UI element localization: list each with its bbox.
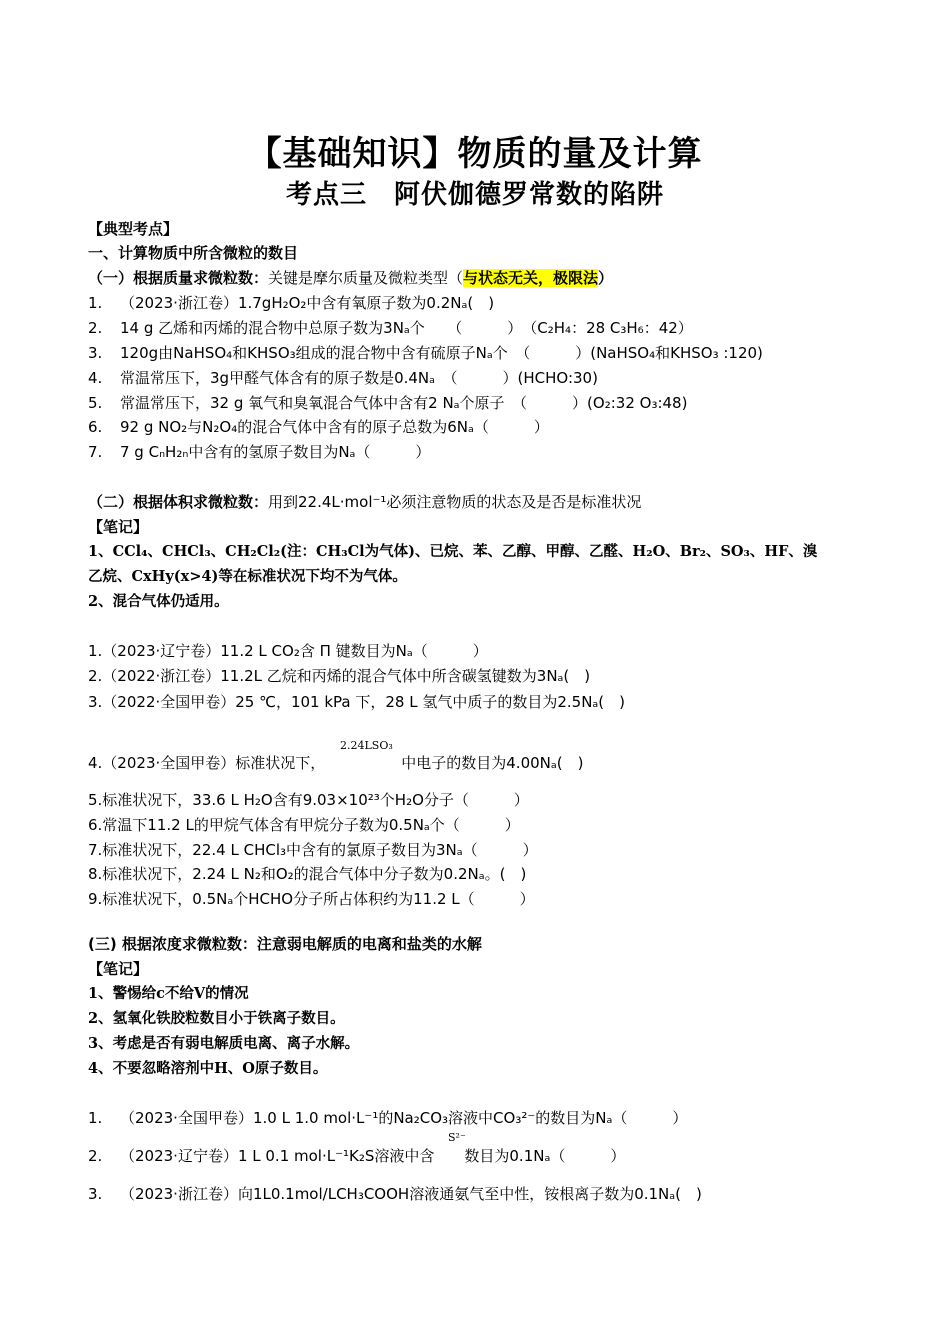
- sub1-heading-bold: （一）根据质量求微粒数：: [88, 269, 269, 287]
- item-text: 92 g NO₂与N₂O₄的混合气体中含有的原子总数为6Nₐ（ ）: [120, 418, 549, 436]
- item-text: 4.（2023·全国甲卷）标准状况下，: [88, 754, 326, 772]
- item-number: 2.: [88, 319, 103, 337]
- item-text: （2023·浙江卷）1.7gH₂O₂中含有氧原子数为0.2Nₐ( ): [120, 294, 495, 312]
- item-number: 2.: [88, 1147, 103, 1165]
- sub2-note: 乙烷、CxHy(x>4)等在标准状况下均不为气体。: [88, 568, 407, 585]
- item-text: （2023·浙江卷）向1L0.1mol/LCH₃COOH溶液通氨气至中性，铵根离子数为0.1Nₐ( ): [120, 1185, 702, 1203]
- sub2-item: 8.标准状况下，2.24 L N₂和O₂的混合气体中分子数为0.2Nₐ。( ): [88, 865, 527, 883]
- sub2-item: 7.标准状况下，22.4 L CHCl₃中含有的氯原子数目为3Nₐ（ ）: [88, 841, 538, 859]
- sub2-item: 5.标准状况下，33.6 L H₂O含有9.03×10²³个H₂O分子（ ）: [88, 791, 529, 809]
- page-subtitle: 考点三 阿伏伽德罗常数的陷阱: [285, 180, 664, 210]
- page-title: 【基础知识】物质的量及计算: [247, 134, 703, 174]
- sub1-item: [88, 343, 763, 363]
- sub2-heading-bold: （二）根据体积求微粒数：: [88, 493, 269, 511]
- item-text: 14 g 乙烯和丙烯的混合物中总原子数为3Nₐ个 （ ） （C₂H₄：28 C₃H₆：42）: [120, 319, 693, 337]
- so3-formula: 2.24LSO₃: [340, 739, 393, 752]
- sub2-item: 2.（2022·浙江卷）11.2L 乙烷和丙烯的混合气体中所含碳氢键数为3Nₐ( ): [88, 667, 591, 685]
- sub1-item: [88, 293, 494, 313]
- item-text: 常温常压下，3g甲醛气体含有的原子数是0.4Nₐ （ ）(HCHO:30): [120, 369, 598, 387]
- sub1-item: [88, 417, 549, 437]
- item-number: 3.: [88, 1185, 103, 1203]
- sub3-note: 1、警惕给c不给V的情况: [88, 985, 249, 1002]
- sub2-note-label: 【笔记】: [88, 518, 149, 536]
- sub1-item: [88, 318, 693, 338]
- sub2-heading: [88, 492, 641, 512]
- item-number: 5.: [88, 394, 103, 412]
- sub3-item: [88, 1146, 625, 1166]
- sub2-note: 2、混合气体仍适用。: [88, 593, 229, 610]
- sub3-note: 4、不要忽略溶剂中H、O原子数目。: [88, 1060, 328, 1077]
- section1-heading: 一、计算物质中所含微粒的数目: [88, 244, 299, 262]
- sub1-heading: [88, 268, 613, 288]
- sub2-item: 3.（2022·全国甲卷）25 ℃，101 kPa 下，28 L 氢气中质子的数目为2.5Nₐ( ): [88, 693, 626, 711]
- item-text: （2023·全国甲卷）1.0 L 1.0 mol·L⁻¹的Na₂CO₃溶液中CO₃²⁻的数目为Nₐ（ ）: [120, 1109, 688, 1127]
- sub1-item: [88, 442, 430, 462]
- item-number: 1.: [88, 294, 103, 312]
- item-number: 7.: [88, 443, 103, 461]
- sub2-heading-rest: 用到22.4L·mol⁻¹必须注意物质的状态及是否是标准状况: [268, 493, 642, 511]
- item-text: 中电子的数目为4.00Nₐ( ): [401, 754, 584, 772]
- sub1-heading-rest: 关键是摩尔质量及微粒类型（: [268, 269, 464, 287]
- item-number: 3.: [88, 344, 103, 362]
- item-text: 常温常压下，32 g 氧气和臭氧混合气体中含有2 Nₐ个原子 （ ）(O₂:32 O₃:48): [120, 394, 688, 412]
- sub1-item: [88, 393, 687, 413]
- sub1-item: [88, 368, 598, 388]
- sulfide-ion: S²⁻: [448, 1131, 466, 1144]
- item-text: 7 g CₙH₂ₙ中含有的氢原子数目为Nₐ（ ）: [120, 443, 431, 461]
- sub2-item: 1.（2023·辽宁卷）11.2 L CO₂含 Π 键数目为Nₐ（ ）: [88, 642, 488, 660]
- sub3-item: [88, 1108, 687, 1128]
- item-text: 120g由NaHSO₄和KHSO₃组成的混合物中含有硫原子Nₐ个 （ ）(NaHSO₄和KHSO₃ :120): [120, 344, 763, 362]
- sub3-note-label: 【笔记】: [88, 960, 149, 978]
- typical-label: 【典型考点】: [88, 220, 179, 238]
- sub3-note: 2、氢氧化铁胶粒数目小于铁离子数目。: [88, 1010, 345, 1027]
- sub2-item: 6.常温下11.2 L的甲烷气体含有甲烷分子数为0.5Nₐ个（ ）: [88, 816, 520, 834]
- item-number: 6.: [88, 418, 103, 436]
- sub3-heading: (三) 根据浓度求微粒数：注意弱电解质的电离和盐类的水解: [88, 935, 482, 953]
- item-number: 1.: [88, 1109, 103, 1127]
- item-text: 数目为0.1Nₐ（ ）: [464, 1147, 626, 1165]
- sub2-item: 9.标准状况下，0.5Nₐ个HCHO分子所占体积约为11.2 L（ ）: [88, 890, 535, 908]
- item-number: 4.: [88, 369, 103, 387]
- sub2-note: 1、CCl₄、CHCl₃、CH₂Cl₂(注：CH₃Cl为气体)、已烷、苯、乙醇、甲醇、乙醛、H₂O、Br₂、SO₃、HF、溴: [88, 543, 818, 560]
- sub3-note: 3、考虑是否有弱电解质电离、离子水解。: [88, 1035, 360, 1052]
- item-text: （2023·辽宁卷）1 L 0.1 mol·L⁻¹K₂S溶液中含: [120, 1147, 435, 1165]
- sub1-highlight: 与状态无关，极限法: [463, 269, 599, 287]
- sub2-item-4: [88, 753, 583, 773]
- sub1-heading-close: ）: [598, 269, 614, 287]
- sub3-item: [88, 1184, 702, 1204]
